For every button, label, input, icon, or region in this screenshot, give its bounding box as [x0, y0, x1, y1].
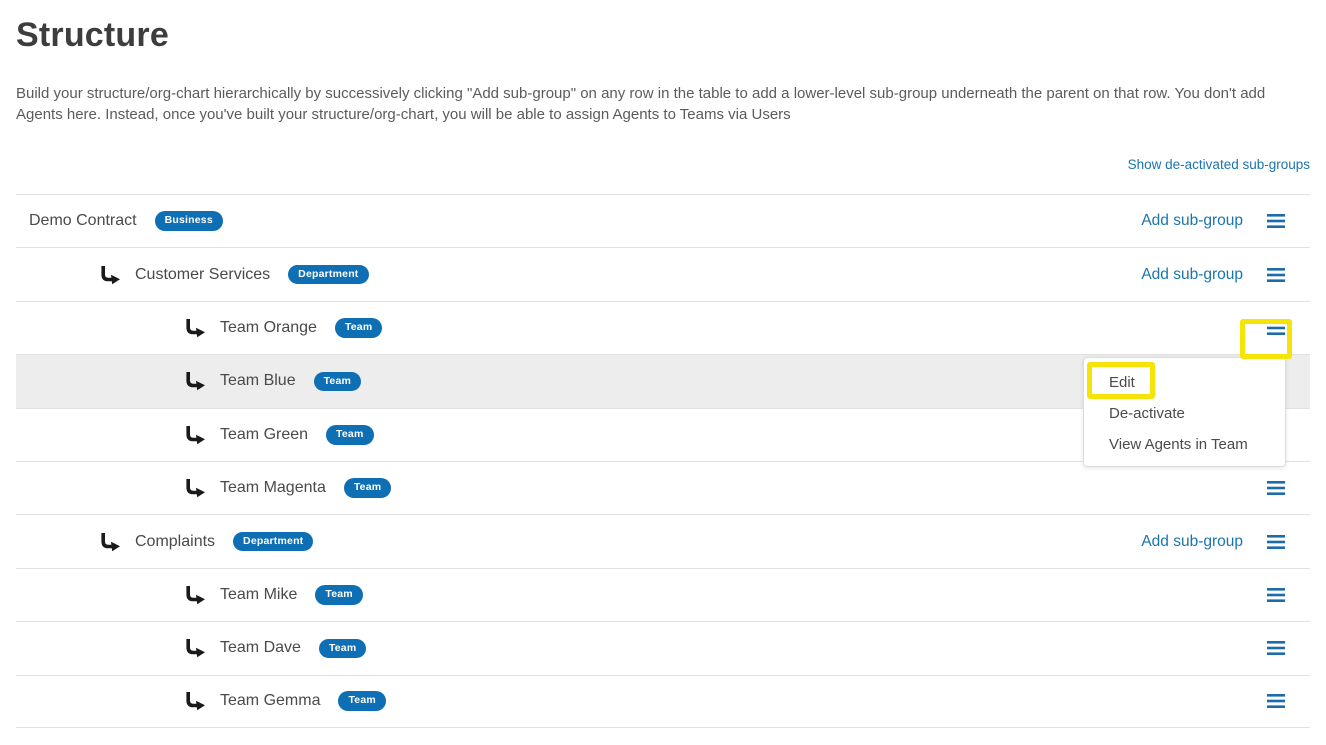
table-row — [16, 194, 1310, 247]
group-name: Team Magenta — [220, 479, 326, 497]
indent-arrow-icon — [100, 532, 121, 552]
group-type-badge: Team — [314, 372, 361, 392]
indent-arrow-icon — [185, 318, 206, 338]
page-title: Structure — [16, 16, 169, 54]
group-name: Team Orange — [220, 318, 317, 336]
row-name-cell — [16, 532, 1141, 552]
group-type-badge: Team — [335, 318, 382, 338]
group-name: Team Dave — [220, 639, 301, 657]
table-row — [16, 461, 1310, 514]
row-name-cell — [16, 478, 1267, 498]
group-type-badge: Department — [288, 265, 368, 285]
link-row — [16, 156, 1310, 175]
context-menu-item-edit[interactable]: Edit — [1109, 374, 1135, 391]
show-deactivated-subgroups-link[interactable]: Show de-activated sub-groups — [1127, 157, 1310, 172]
page-description: Build your structure/org-chart hierarchically by successively clicking "Add sub-group" on any row in the table to add a lower-level sub-group underneath the parent on that row. You don't add Agents here. Instead, once you've built your structure/org-chart, you will be able to assign Agents to Teams via Users — [16, 85, 1266, 123]
row-name-cell — [16, 425, 1267, 445]
group-type-badge: Team — [344, 478, 391, 498]
row-actions-cell — [1141, 212, 1310, 230]
table-row — [16, 514, 1310, 567]
row-menu-icon[interactable] — [1267, 321, 1285, 335]
row-name-cell — [16, 371, 1267, 391]
row-menu-icon[interactable] — [1267, 641, 1285, 655]
indent-arrow-icon — [185, 478, 206, 498]
row-name-cell — [16, 585, 1267, 605]
row-menu-icon[interactable] — [1267, 694, 1285, 708]
context-menu-item-view-agents-in-team[interactable]: View Agents in Team — [1109, 436, 1248, 453]
row-menu-icon[interactable] — [1267, 214, 1285, 228]
group-type-badge: Team — [326, 425, 373, 445]
add-sub-group-link[interactable]: Add sub-group — [1141, 212, 1243, 230]
row-menu-icon[interactable] — [1267, 535, 1285, 549]
group-type-badge: Department — [233, 532, 313, 552]
table-row — [16, 621, 1310, 674]
indent-arrow-icon — [185, 371, 206, 391]
row-menu-icon[interactable] — [1267, 268, 1285, 282]
row-actions-cell — [1141, 533, 1310, 551]
row-actions-cell — [1141, 266, 1310, 284]
group-name: Customer Services — [135, 265, 271, 283]
group-type-badge: Team — [315, 585, 362, 605]
row-name-cell — [16, 265, 1141, 285]
group-type-badge: Business — [155, 211, 223, 231]
row-actions-cell — [1267, 694, 1310, 708]
row-menu-icon[interactable] — [1267, 481, 1285, 495]
table-row — [16, 675, 1310, 728]
row-menu-icon[interactable] — [1267, 588, 1285, 602]
row-name-cell — [16, 691, 1267, 711]
add-sub-group-link[interactable]: Add sub-group — [1141, 265, 1243, 283]
group-name: Team Blue — [220, 372, 296, 390]
group-name: Team Gemma — [220, 692, 321, 710]
table-row — [16, 301, 1310, 354]
group-name: Demo Contract — [29, 212, 137, 230]
row-name-cell — [16, 638, 1267, 658]
structure-page — [0, 14, 1326, 745]
indent-arrow-icon — [185, 585, 206, 605]
row-actions-cell — [1267, 321, 1310, 335]
row-actions-cell — [1267, 641, 1310, 655]
indent-arrow-icon — [185, 425, 206, 445]
group-name: Team Green — [220, 425, 309, 443]
row-name-cell — [16, 318, 1267, 338]
context-menu-item-de-activate[interactable]: De-activate — [1109, 405, 1185, 422]
context-menu — [1083, 357, 1286, 467]
indent-arrow-icon — [100, 265, 121, 285]
table-row — [16, 247, 1310, 300]
group-type-badge: Team — [319, 639, 366, 659]
table-row — [16, 568, 1310, 621]
indent-arrow-icon — [185, 691, 206, 711]
indent-arrow-icon — [185, 638, 206, 658]
group-type-badge: Team — [338, 691, 385, 711]
row-name-cell — [16, 211, 1141, 231]
group-name: Complaints — [135, 532, 216, 550]
row-actions-cell — [1267, 588, 1310, 602]
group-name: Team Mike — [220, 585, 298, 603]
add-sub-group-link[interactable]: Add sub-group — [1141, 532, 1243, 550]
row-actions-cell — [1267, 481, 1310, 495]
